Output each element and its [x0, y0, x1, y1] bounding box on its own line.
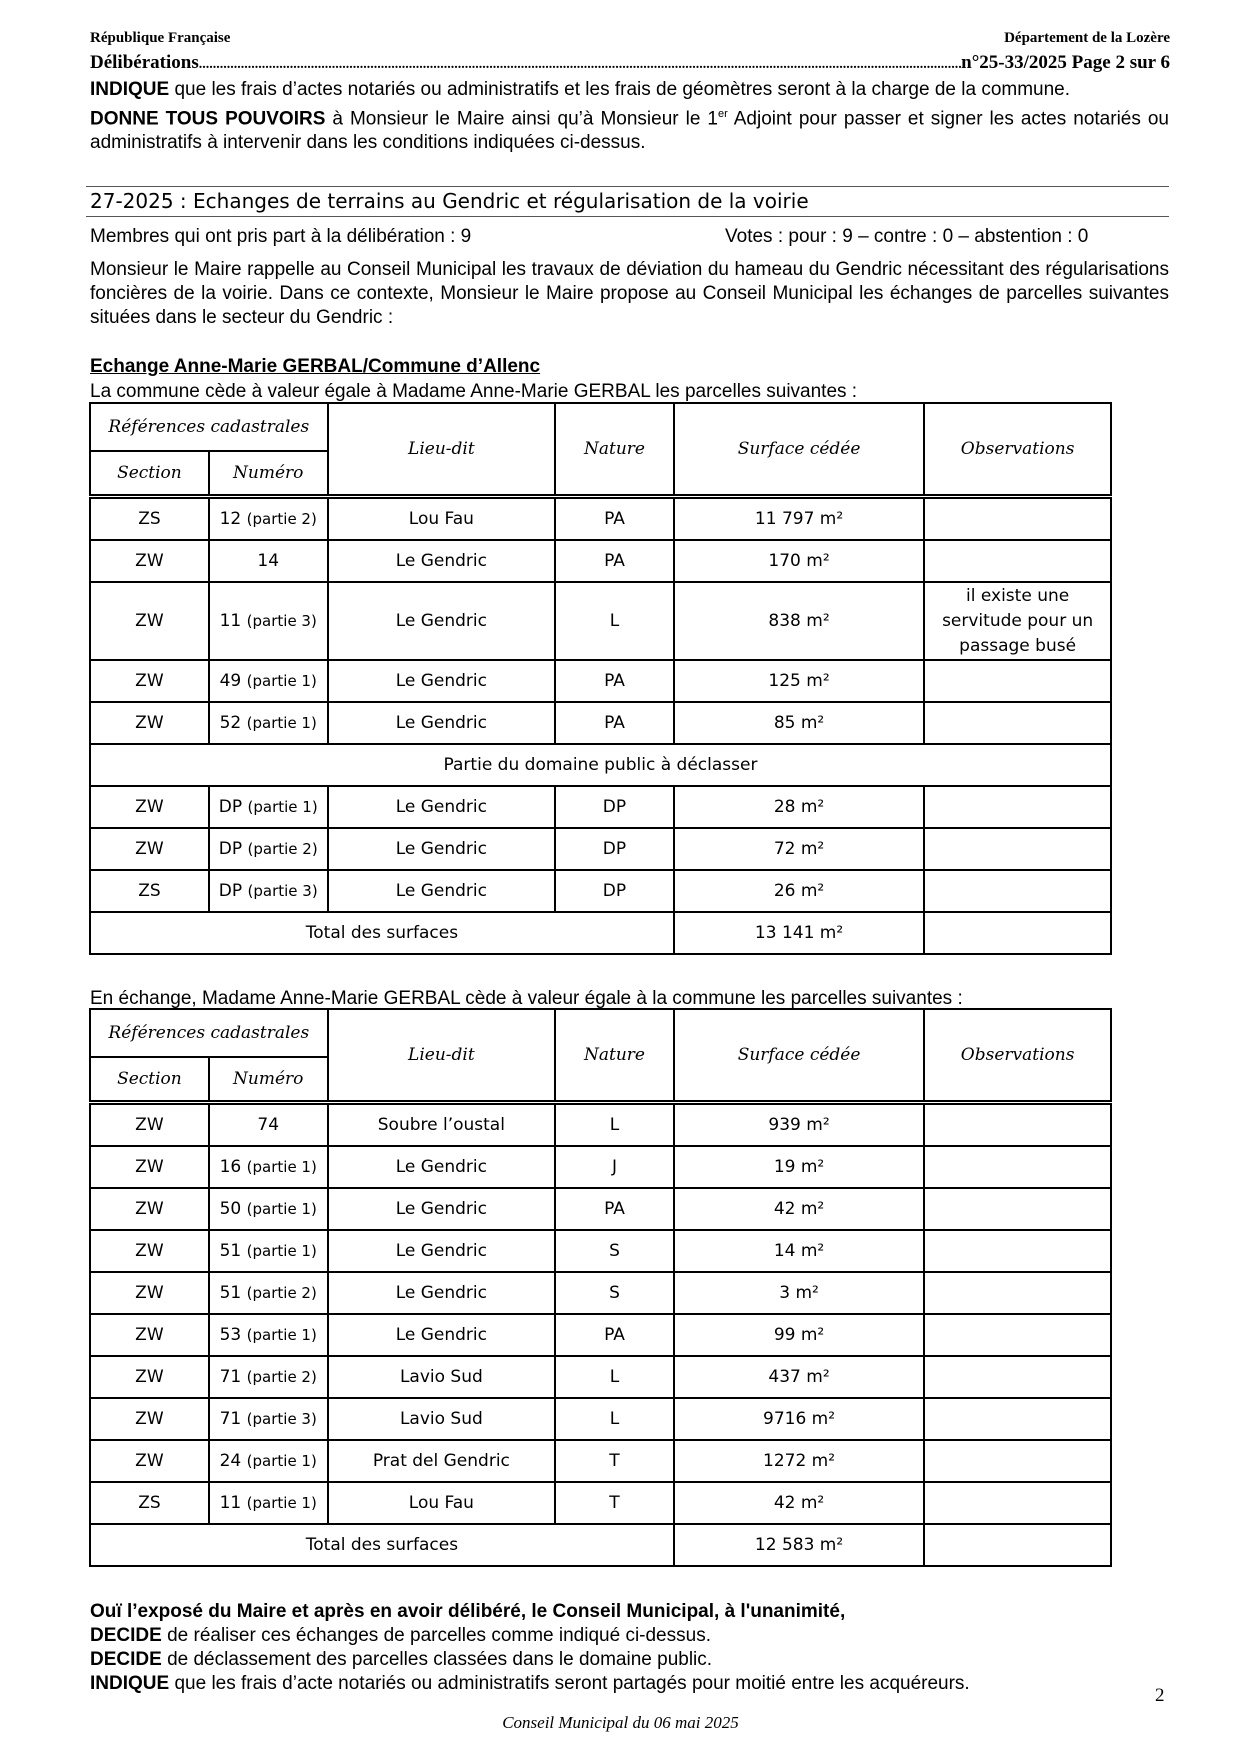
cell-lieu: Le Gendric [328, 540, 555, 582]
th-refs: Références cadastrales [90, 403, 328, 451]
numero-value: 52 [219, 713, 242, 733]
cell-observations [924, 1146, 1111, 1188]
cell-lieu: Le Gendric [328, 660, 555, 702]
th-numero: Numéro [209, 451, 328, 495]
cell-surface: 42 m² [674, 1482, 924, 1524]
numero-value: 11 [219, 1493, 242, 1513]
table-row [90, 786, 1111, 828]
numero-value: 51 [219, 1283, 242, 1303]
table-gerbal-cede [89, 1008, 1112, 1567]
cell-nature: PA [555, 660, 674, 702]
intro-paragraph-pouvoirs [90, 102, 1169, 155]
cell-surface: 3 m² [674, 1272, 924, 1314]
votes-summary: Votes : pour : 9 – contre : 0 – abstention : 0 [725, 226, 1089, 247]
cell-section: ZW [90, 1146, 209, 1188]
numero-value: 49 [219, 671, 242, 691]
cell-lieu: Le Gendric [328, 582, 555, 660]
total-value: 12 583 m² [674, 1524, 924, 1566]
cell-lieu: Le Gendric [328, 1314, 555, 1356]
numero-partie: (partie 1) [246, 1242, 317, 1260]
table-row [90, 870, 1111, 912]
table-row [90, 498, 1111, 540]
cell-section: ZW [90, 540, 209, 582]
table-row [90, 540, 1111, 582]
numero-value: 12 [219, 509, 242, 529]
header-deliberations-label: Délibérations [90, 52, 199, 73]
numero-partie: (partie 3) [246, 612, 317, 630]
numero-value: 71 [219, 1367, 242, 1387]
cell-observations [924, 1188, 1111, 1230]
cell-observations [924, 1440, 1111, 1482]
numero-value: 24 [219, 1451, 242, 1471]
cell-surface: 28 m² [674, 786, 924, 828]
conclusion-block [90, 1600, 1169, 1696]
cell-nature: PA [555, 702, 674, 744]
cell-numero [209, 1272, 328, 1314]
intro-indique-text: que les frais d’actes notariés ou administratifs et les frais de géomètres seront à la charge de la commune. [169, 79, 1071, 100]
cell-section: ZW [90, 1314, 209, 1356]
table-row [90, 1104, 1111, 1146]
public-domain-label: Partie du domaine public à déclasser [90, 744, 1111, 786]
cell-nature: L [555, 1398, 674, 1440]
numero-value: 50 [219, 1199, 242, 1219]
cell-observations [924, 828, 1111, 870]
cell-nature: PA [555, 1188, 674, 1230]
cell-nature: PA [555, 498, 674, 540]
cell-numero [209, 582, 328, 660]
cell-surface: 939 m² [674, 1104, 924, 1146]
cell-section: ZS [90, 870, 209, 912]
cell-observations [924, 1482, 1111, 1524]
cell-numero [209, 1146, 328, 1188]
cell-observations [924, 660, 1111, 702]
cell-lieu: Prat del Gendric [328, 1440, 555, 1482]
cell-surface: 99 m² [674, 1314, 924, 1356]
cell-nature: DP [555, 870, 674, 912]
numero-partie: (partie 1) [247, 798, 318, 816]
decide-text: de réaliser ces échanges de parcelles comme indiqué ci-dessus. [161, 1625, 711, 1646]
indique-keyword: INDIQUE [90, 1673, 170, 1694]
total-label: Total des surfaces [90, 1524, 674, 1566]
intro-pouvoirs-keyword: DONNE TOUS POUVOIRS [90, 108, 326, 130]
cell-section: ZW [90, 702, 209, 744]
cell-lieu: Le Gendric [328, 1188, 555, 1230]
cell-section: ZW [90, 1440, 209, 1482]
conclusion-lead: Ouï l’exposé du Maire et après en avoir délibéré, le Conseil Municipal, à l'unanimité, [90, 1601, 846, 1622]
total-value: 13 141 m² [674, 912, 924, 954]
table-row [90, 702, 1111, 744]
numero-partie: (partie 2) [247, 840, 318, 858]
header-republique: République Française [90, 30, 231, 46]
numero-partie: (partie 1) [246, 1326, 317, 1344]
total-empty [924, 912, 1111, 954]
cell-surface: 125 m² [674, 660, 924, 702]
cell-lieu: Le Gendric [328, 786, 555, 828]
section-body: Monsieur le Maire rappelle au Conseil Municipal les travaux de déviation du hameau du Gendric nécessitant des régularisations foncières de la voirie. Dans ce contexte, Monsieur le Maire propose au Conseil Municipal les échanges de parcelles suivantes situées dans le secteur du Gendric : [90, 259, 1169, 328]
cell-nature: S [555, 1272, 674, 1314]
cell-numero [209, 1356, 328, 1398]
indique-text: que les frais d’acte notariés ou administratifs seront partagés pour moitié entre les acquéreurs. [169, 1673, 970, 1694]
decide-keyword: DECIDE [90, 1625, 162, 1646]
cell-surface: 11 797 m² [674, 498, 924, 540]
numero-partie: (partie 3) [246, 1410, 317, 1428]
cell-observations [924, 498, 1111, 540]
cell-numero [209, 1482, 328, 1524]
cell-nature: DP [555, 828, 674, 870]
cell-numero [209, 540, 328, 582]
cell-nature: T [555, 1482, 674, 1524]
table-row [90, 660, 1111, 702]
numero-value: 53 [219, 1325, 242, 1345]
cell-section: ZW [90, 1104, 209, 1146]
cell-numero [209, 1188, 328, 1230]
cell-section: ZS [90, 1482, 209, 1524]
cell-surface: 1272 m² [674, 1440, 924, 1482]
cell-surface: 14 m² [674, 1230, 924, 1272]
cell-observations [924, 1356, 1111, 1398]
members-count: Membres qui ont pris part à la délibération : 9 [90, 226, 472, 247]
numero-partie: (partie 1) [246, 1158, 317, 1176]
table-row [90, 1230, 1111, 1272]
cell-numero [209, 702, 328, 744]
numero-value: 11 [219, 611, 242, 631]
cell-lieu: Soubre l’oustal [328, 1104, 555, 1146]
cell-nature: PA [555, 540, 674, 582]
cell-observations [924, 870, 1111, 912]
intro-paragraph-indique [90, 78, 1169, 102]
header-departement: Département de la Lozère [1004, 30, 1170, 46]
table-row [90, 1314, 1111, 1356]
numero-value: 16 [219, 1157, 242, 1177]
header-page: Page 2 sur 6 [1071, 52, 1170, 73]
cell-section: ZW [90, 828, 209, 870]
numero-partie: (partie 1) [246, 1494, 317, 1512]
total-label: Total des surfaces [90, 912, 674, 954]
cell-nature: L [555, 1356, 674, 1398]
decide-text: de déclassement des parcelles classées dans le domaine public. [161, 1649, 713, 1670]
cell-lieu: Le Gendric [328, 1146, 555, 1188]
numero-partie: (partie 1) [246, 1200, 317, 1218]
members-line [90, 226, 1169, 248]
public-domain-row [90, 744, 1111, 786]
cell-numero [209, 660, 328, 702]
numero-partie: (partie 2) [246, 1284, 317, 1302]
table-row [90, 1356, 1111, 1398]
cell-nature: L [555, 1104, 674, 1146]
th-section: Section [90, 451, 209, 495]
cell-observations [924, 1104, 1111, 1146]
numero-value: 51 [219, 1241, 242, 1261]
table2-intro: En échange, Madame Anne-Marie GERBAL cède à valeur égale à la commune les parcelles suivantes : [90, 988, 963, 1009]
cell-section: ZW [90, 786, 209, 828]
cell-observations [924, 1398, 1111, 1440]
cell-nature: PA [555, 1314, 674, 1356]
cell-observations [924, 1272, 1111, 1314]
cell-section: ZW [90, 1188, 209, 1230]
cell-surface: 437 m² [674, 1356, 924, 1398]
numero-partie: (partie 3) [247, 882, 318, 900]
header-number: n°25-33/2025 [961, 52, 1067, 73]
cell-section: ZW [90, 582, 209, 660]
conclusion-indique [90, 1672, 1169, 1696]
table-commune-cede [89, 402, 1112, 955]
cell-lieu: Lou Fau [328, 1482, 555, 1524]
numero-value: DP [218, 839, 243, 859]
cell-nature: T [555, 1440, 674, 1482]
th-numero: Numéro [209, 1057, 328, 1101]
cell-lieu: Le Gendric [328, 1230, 555, 1272]
numero-value: DP [218, 881, 243, 901]
table-row [90, 1188, 1111, 1230]
th-obs: Observations [924, 1009, 1111, 1101]
cell-observations: il existe une servitude pour un passage busé [924, 582, 1111, 660]
table-row [90, 828, 1111, 870]
cell-numero [209, 786, 328, 828]
cell-lieu: Lavio Sud [328, 1398, 555, 1440]
cell-section: ZW [90, 660, 209, 702]
numero-value: 74 [257, 1115, 280, 1135]
cell-observations [924, 702, 1111, 744]
page-number: 2 [1155, 1685, 1165, 1706]
intro-pouvoirs-text-a: à Monsieur le Maire ainsi qu’à Monsieur le 1 [325, 108, 718, 130]
numero-partie: (partie 2) [246, 510, 317, 528]
cell-nature: L [555, 582, 674, 660]
th-lieu: Lieu-dit [328, 1009, 555, 1101]
cell-section: ZW [90, 1398, 209, 1440]
th-section: Section [90, 1057, 209, 1101]
th-refs: Références cadastrales [90, 1009, 328, 1057]
cell-lieu: Le Gendric [328, 828, 555, 870]
cell-surface: 170 m² [674, 540, 924, 582]
intro-pouvoirs-text-b: Adjoint pour passer et signer les actes notariés ou administratifs à intervenir dans les conditions indiquées ci-dessus. [90, 108, 1169, 154]
page-footer: Conseil Municipal du 06 mai 2025 [502, 1713, 739, 1732]
intro-indique-keyword: INDIQUE [90, 79, 170, 100]
th-lieu: Lieu-dit [328, 403, 555, 495]
cell-section: ZW [90, 1356, 209, 1398]
cell-lieu: Lou Fau [328, 498, 555, 540]
cell-lieu: Le Gendric [328, 702, 555, 744]
cell-surface: 85 m² [674, 702, 924, 744]
cell-section: ZS [90, 498, 209, 540]
cell-surface: 9716 m² [674, 1398, 924, 1440]
table-row [90, 1146, 1111, 1188]
header-dots [199, 52, 961, 74]
cell-numero [209, 1398, 328, 1440]
section-title: 27-2025 : Echanges de terrains au Gendric et régularisation de la voirie [86, 186, 1169, 217]
cell-surface: 42 m² [674, 1188, 924, 1230]
decide-keyword: DECIDE [90, 1649, 162, 1670]
table-row [90, 1272, 1111, 1314]
table1-intro: La commune cède à valeur égale à Madame Anne-Marie GERBAL les parcelles suivantes : [90, 381, 858, 402]
intro-pouvoirs-sup: er [717, 108, 728, 120]
cell-observations [924, 1314, 1111, 1356]
cell-nature: S [555, 1230, 674, 1272]
conclusion-decide-2 [90, 1648, 1169, 1672]
cell-section: ZW [90, 1272, 209, 1314]
numero-value: DP [218, 797, 243, 817]
cell-lieu: Lavio Sud [328, 1356, 555, 1398]
cell-nature: DP [555, 786, 674, 828]
cell-numero [209, 1230, 328, 1272]
cell-surface: 26 m² [674, 870, 924, 912]
table-row [90, 1440, 1111, 1482]
numero-value: 14 [257, 551, 280, 571]
cell-observations [924, 540, 1111, 582]
exchange-subheading: Echange Anne-Marie GERBAL/Commune d’Allenc [90, 356, 541, 377]
cell-lieu: Le Gendric [328, 1272, 555, 1314]
conclusion-decide-1 [90, 1624, 1169, 1648]
numero-partie: (partie 1) [246, 714, 317, 732]
page-header-deliberations [90, 52, 1170, 74]
cell-nature: J [555, 1146, 674, 1188]
th-nature: Nature [555, 1009, 674, 1101]
cell-observations [924, 786, 1111, 828]
cell-numero [209, 828, 328, 870]
cell-numero [209, 1104, 328, 1146]
cell-numero [209, 1440, 328, 1482]
numero-value: 71 [219, 1409, 242, 1429]
numero-partie: (partie 1) [246, 672, 317, 690]
numero-partie: (partie 1) [246, 1452, 317, 1470]
cell-lieu: Le Gendric [328, 870, 555, 912]
cell-numero [209, 498, 328, 540]
total-row [90, 912, 1111, 954]
total-row [90, 1524, 1111, 1566]
total-empty [924, 1524, 1111, 1566]
cell-surface: 838 m² [674, 582, 924, 660]
th-surface: Surface cédée [674, 1009, 924, 1101]
table-row [90, 1482, 1111, 1524]
table-row [90, 1398, 1111, 1440]
cell-surface: 19 m² [674, 1146, 924, 1188]
numero-partie: (partie 2) [246, 1368, 317, 1386]
cell-numero [209, 870, 328, 912]
table-row [90, 582, 1111, 660]
th-surface: Surface cédée [674, 403, 924, 495]
th-nature: Nature [555, 403, 674, 495]
cell-surface: 72 m² [674, 828, 924, 870]
cell-numero [209, 1314, 328, 1356]
cell-observations [924, 1230, 1111, 1272]
cell-section: ZW [90, 1230, 209, 1272]
page-header-top [90, 30, 1170, 47]
th-obs: Observations [924, 403, 1111, 495]
